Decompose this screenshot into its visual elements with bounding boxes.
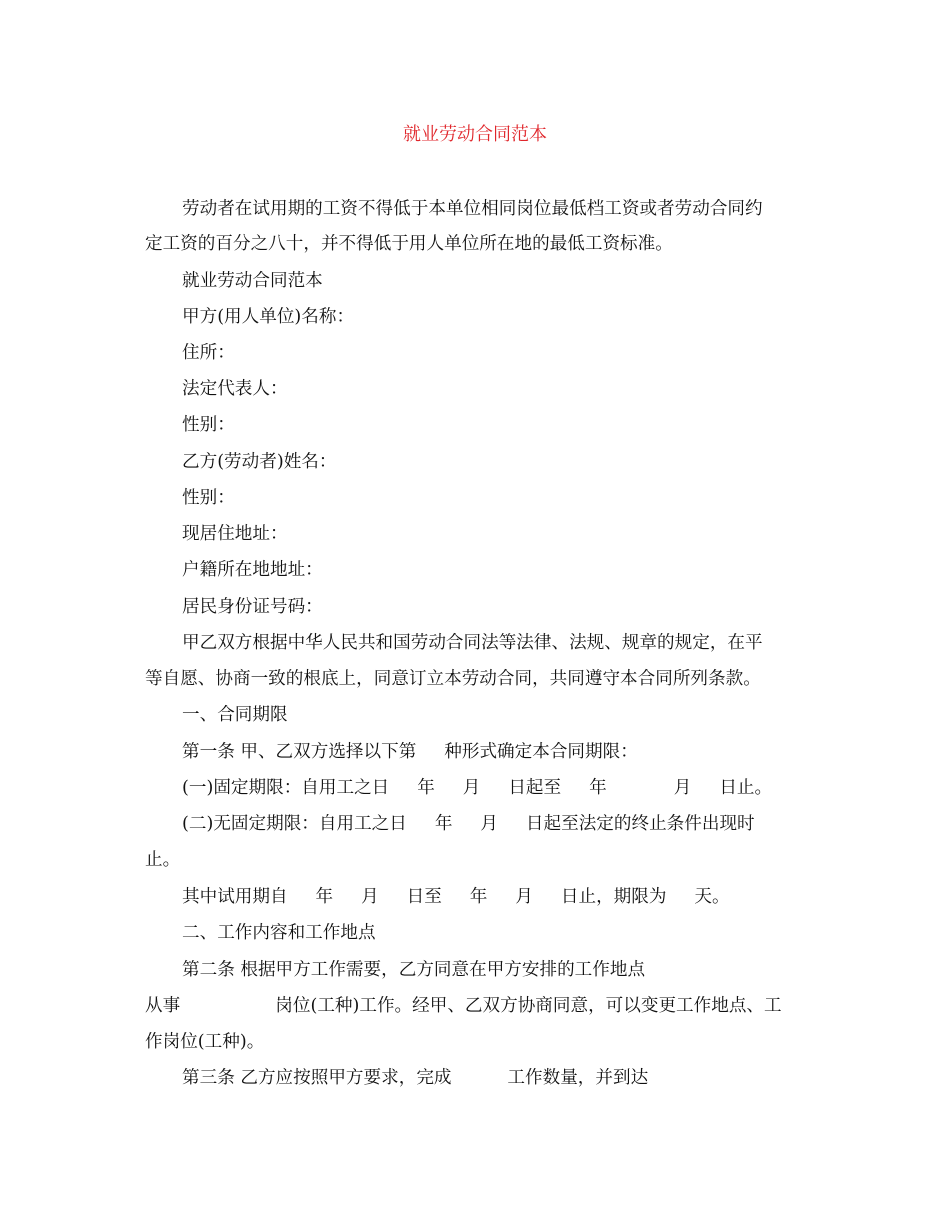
paragraph-line: 乙方(劳动者)姓名： xyxy=(182,452,337,472)
paragraph-line: 二、工作内容和工作地点 xyxy=(182,923,376,943)
paragraph-line: 居民身份证号码： xyxy=(182,597,323,617)
paragraph-line: 住所： xyxy=(182,343,235,363)
paragraph-line: 户籍所在地地址： xyxy=(182,560,323,580)
paragraph-line: 就业劳动合同范本 xyxy=(182,271,323,291)
paragraph-line: 性别： xyxy=(182,415,235,435)
paragraph-line: 现居住地址： xyxy=(182,524,288,544)
paragraph-line: 性别： xyxy=(182,488,235,508)
paragraph-line: 止。 xyxy=(145,850,181,870)
paragraph-line: 第二条 根据甲方工作需要，乙方同意在甲方安排的工作地点 xyxy=(182,960,646,980)
paragraph-line: 其中试用期自 年 月 日至 年 月 日止，期限为 天。 xyxy=(182,887,730,907)
paragraph-line: 甲乙双方根据中华人民共和国劳动合同法等法律、法规、规章的规定，在平 xyxy=(182,633,763,653)
paragraph-line: 一、合同期限 xyxy=(182,705,288,725)
paragraph-line: 定工资的百分之八十，并不得低于用人单位所在地的最低工资标准。 xyxy=(145,234,673,254)
paragraph-line: 从事 岗位(工种)工作。经甲、乙双方协商同意，可以变更工作地点、工 xyxy=(145,996,782,1016)
paragraph-line: 劳动者在试用期的工资不得低于本单位相同岗位最低档工资或者劳动合同约 xyxy=(182,199,763,219)
document-title: 就业劳动合同范本 xyxy=(403,124,547,145)
paragraph-line: 法定代表人： xyxy=(182,379,288,399)
paragraph-line: 作岗位(工种)。 xyxy=(145,1032,265,1052)
paragraph-line: (一)固定期限：自用工之日 年 月 日起至 年 月 日止。 xyxy=(182,778,773,798)
paragraph-line: 第一条 甲、乙双方选择以下第 种形式确定本合同期限： xyxy=(182,742,638,762)
paragraph-line: 等自愿、协商一致的根底上，同意订立本劳动合同，共同遵守本合同所列条款。 xyxy=(145,669,761,689)
paragraph-line: (二)无固定期限：自用工之日 年 月 日起至法定的终止条件出现时 xyxy=(182,814,755,834)
paragraph-line: 甲方(用人单位)名称： xyxy=(182,307,355,327)
paragraph-line: 第三条 乙方应按照甲方要求，完成 工作数量，并到达 xyxy=(182,1068,649,1088)
